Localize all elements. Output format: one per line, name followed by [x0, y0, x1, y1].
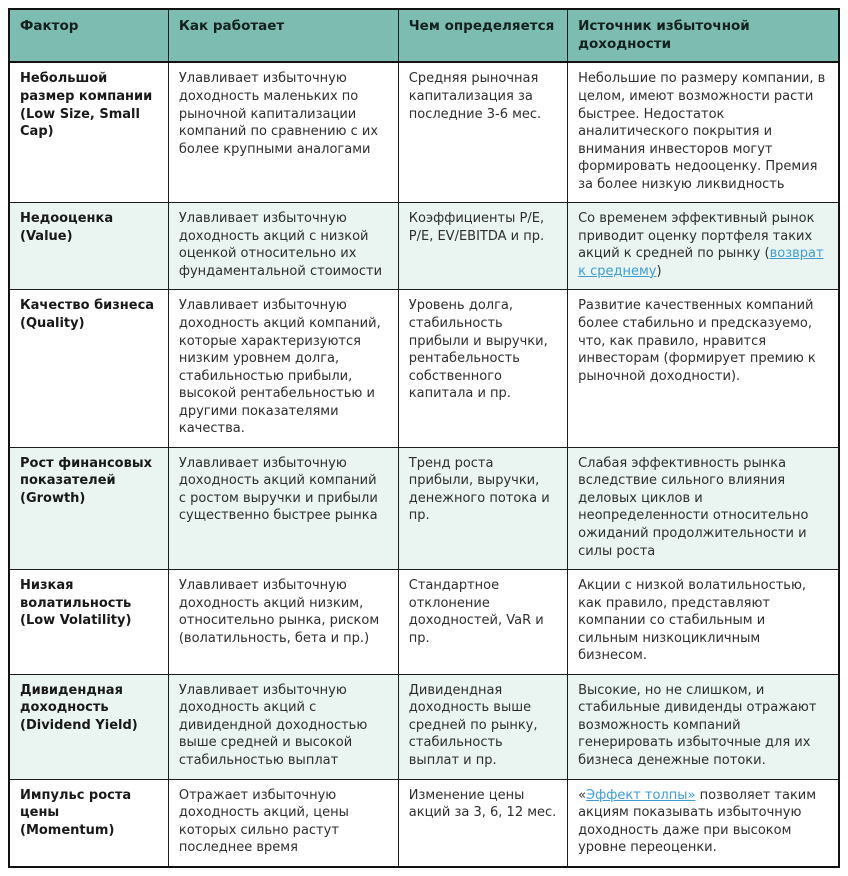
- how-cell: Улавливает избыточную доходность акций с дивидендной доходностью выше средней и высокой стабильностью выплат: [168, 674, 398, 779]
- source-cell: Развитие качественных компаний более стабильно и предсказуемо, что, как правило, нравится инвесторам (формирует премию к рыночной доходности).: [568, 290, 839, 447]
- factor-cell: Качество бизнеса (Quality): [9, 290, 168, 447]
- table-row-quality: [9, 290, 839, 447]
- table-row-value: [9, 203, 839, 290]
- determined-cell: Средняя рыночная капитализация за последние 3-6 мес.: [398, 62, 567, 202]
- factor-cell: Недооценка (Value): [9, 203, 168, 290]
- how-cell: Отражает избыточную доходность акций, цены которых сильно растут последнее время: [168, 779, 398, 867]
- factor-cell: Рост финансовых показателей (Growth): [9, 447, 168, 569]
- mean-reversion-link[interactable]: возврат к среднему: [578, 246, 824, 279]
- source-text: ): [656, 263, 662, 279]
- how-cell: Улавливает избыточную доходность акций компаний с ростом выручки и прибыли существенно быстрее рынка: [168, 447, 398, 569]
- factor-cell: Импульс роста цены (Momentum): [9, 779, 168, 867]
- header-cell-excess-return-source: Источник избыточной доходности: [568, 9, 839, 62]
- source-cell: Небольшие по размеру компании, в целом, имеют возможности расти быстрее. Недостаток аналитического покрытия и внимания инвесторов могут формировать недооценку. Премия за более низкую ликвидность: [568, 62, 839, 202]
- determined-cell: Дивидендная доходность выше средней по рынку, стабильность выплат и пр.: [398, 674, 567, 779]
- header-cell-factor: Фактор: [9, 9, 168, 62]
- factor-cell: Низкая волатильность (Low Volatility): [9, 570, 168, 675]
- source-cell: Акции с низкой волатильностью, как правило, представляют компании со стабильным и сильным низкоцикличным бизнесом.: [568, 570, 839, 675]
- crowd-effect-link[interactable]: Эффект толпы»: [586, 787, 696, 803]
- how-cell: Улавливает избыточную доходность акций низким, относительно рынка, риском (волатильность, бета и пр.): [168, 570, 398, 675]
- determined-cell: Уровень долга, стабильность прибыли и выручки, рентабельность собственного капитала и пр.: [398, 290, 567, 447]
- determined-cell: Стандартное отклонение доходностей, VaR и пр.: [398, 570, 567, 675]
- table-header-row: [9, 9, 839, 62]
- table-row-momentum: [9, 779, 839, 867]
- source-text: позволяет таким акциям показывать избыточную доходность даже при высоком уровне переоценки.: [578, 787, 817, 856]
- header-cell-determined-by: Чем определяется: [398, 9, 567, 62]
- determined-cell: Коэффициенты P/E, P/E, EV/EBITDA и пр.: [398, 203, 567, 290]
- source-cell: [568, 203, 839, 290]
- source-text: Со временем эффективный рынок приводит оценку портфеля таких акций к средней по рынку (: [578, 211, 815, 262]
- source-text: «: [578, 787, 587, 803]
- how-cell: Улавливает избыточную доходность акций с низкой оценкой относительно их фундаментальной стоимости: [168, 203, 398, 290]
- table-row-small-cap: [9, 62, 839, 202]
- table-row-low-volatility: [9, 570, 839, 675]
- table-row-growth: [9, 447, 839, 569]
- source-cell: Высокие, но не слишком, и стабильные дивиденды отражают возможность компаний генерировать избыточные для их бизнеса денежные потоки.: [568, 674, 839, 779]
- factor-cell: Небольшой размер компании (Low Size, Small Cap): [9, 62, 168, 202]
- factor-cell: Дивидендная доходность (Dividend Yield): [9, 674, 168, 779]
- source-cell: [568, 779, 839, 867]
- determined-cell: Изменение цены акций за 3, 6, 12 мес.: [398, 779, 567, 867]
- how-cell: Улавливает избыточную доходность акций компаний, которые характеризуются низким уровнем долга, стабильностью прибыли, высокой рентабельностью и другими показателями качества.: [168, 290, 398, 447]
- header-cell-how-it-works: Как работает: [168, 9, 398, 62]
- table-row-dividend-yield: [9, 674, 839, 779]
- determined-cell: Тренд роста прибыли, выручки, денежного потока и пр.: [398, 447, 567, 569]
- source-cell: Слабая эффективность рынка вследствие сильного влияния деловых циклов и неопределенности относительно ожиданий продолжительности и силы роста: [568, 447, 839, 569]
- how-cell: Улавливает избыточную доходность маленьких по рыночной капитализации компаний по сравнению с их более крупными аналогами: [168, 62, 398, 202]
